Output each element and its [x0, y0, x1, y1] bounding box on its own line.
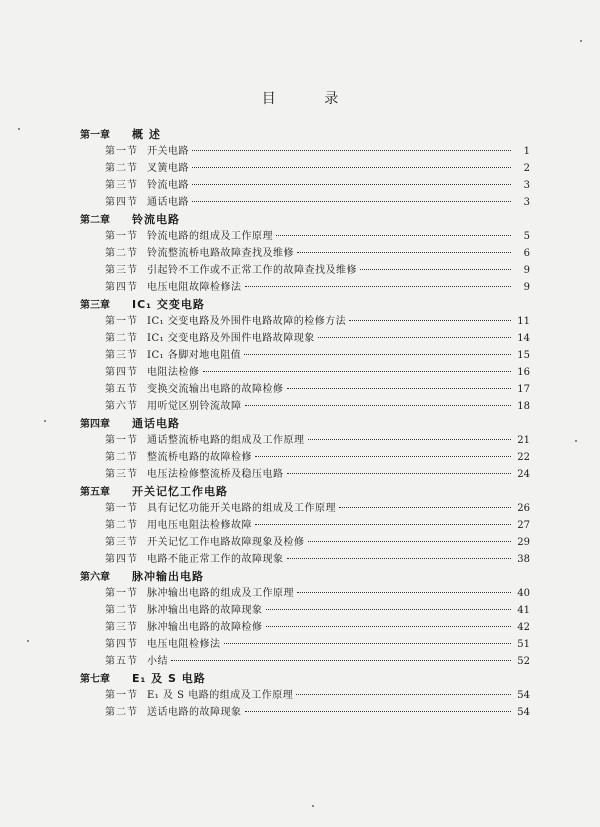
page-number: 9 — [523, 265, 530, 276]
toc-entry — [80, 381, 530, 398]
page-number: 24 — [517, 469, 530, 480]
page-number: 2 — [523, 163, 530, 174]
section-title: 小结 — [147, 656, 168, 667]
scan-speck — [580, 40, 582, 42]
chapter-number: 第二章 — [80, 215, 110, 226]
scan-speck — [575, 440, 577, 442]
section-number: 第一节 — [105, 316, 138, 327]
page-number: 42 — [517, 622, 530, 633]
chapter-title: 开关记忆工作电路 — [132, 485, 228, 498]
toc-entry — [80, 279, 530, 296]
dot-leader — [171, 660, 511, 661]
section-number: 第一节 — [105, 231, 138, 242]
dot-leader — [245, 711, 512, 712]
section-number: 第一节 — [105, 588, 138, 599]
page-number: 22 — [517, 452, 530, 463]
section-number: 第三节 — [105, 180, 138, 191]
page-number: 16 — [517, 367, 530, 378]
dot-leader — [266, 609, 512, 610]
section-title: IC₁ 各脚对地电阻值 — [147, 350, 242, 361]
toc-entry — [80, 194, 530, 211]
section-title: 铃流电路的组成及工作原理 — [147, 231, 273, 242]
dot-leader — [287, 558, 512, 559]
section-number: 第三节 — [105, 469, 138, 480]
chapter-number: 第七章 — [80, 674, 110, 685]
dot-leader — [192, 150, 511, 151]
page-number: 21 — [517, 435, 530, 446]
dot-leader — [266, 626, 512, 627]
chapter-number: 第四章 — [80, 419, 110, 430]
dot-leader — [287, 388, 512, 389]
toc-entry — [80, 602, 530, 619]
toc-entry — [80, 534, 530, 551]
section-number: 第三节 — [105, 265, 138, 276]
section-number: 第四节 — [105, 282, 138, 293]
dot-leader — [245, 405, 512, 406]
page-number: 9 — [523, 282, 530, 293]
toc-entry — [80, 449, 530, 466]
dot-leader — [255, 456, 511, 457]
chapter-number: 第三章 — [80, 300, 110, 311]
chapter-heading — [80, 483, 530, 500]
dot-leader — [192, 184, 511, 185]
toc-entry — [80, 619, 530, 636]
chapter-heading — [80, 415, 530, 432]
section-title: 脉冲输出电路的故障现象 — [147, 605, 263, 616]
section-number: 第二节 — [105, 605, 138, 616]
section-number: 第二节 — [105, 248, 138, 259]
section-title: 铃流整流桥电路故障查找及维修 — [147, 248, 294, 259]
section-title: 具有记忆功能开关电路的组成及工作原理 — [147, 503, 336, 514]
chapter-heading — [80, 211, 530, 228]
section-number: 第二节 — [105, 163, 138, 174]
dot-leader — [255, 524, 511, 525]
page-number: 54 — [517, 707, 530, 718]
section-number: 第二节 — [105, 707, 138, 718]
section-title: 通话整流桥电路的组成及工作原理 — [147, 435, 305, 446]
section-title: 电路不能正常工作的故障现象 — [147, 554, 284, 565]
dot-leader — [224, 643, 512, 644]
section-title: IC₁ 交变电路及外围件电路故障现象 — [147, 333, 315, 344]
section-number: 第四节 — [105, 639, 138, 650]
page-number: 29 — [517, 537, 530, 548]
chapter-number: 第五章 — [80, 487, 110, 498]
section-number: 第五节 — [105, 656, 138, 667]
chapter-title: 通话电路 — [132, 417, 180, 430]
toc-title: 目 录 — [261, 91, 361, 107]
toc-entry — [80, 687, 530, 704]
page-number: 41 — [517, 605, 530, 616]
section-title: 用听觉区别铃流故障 — [147, 401, 242, 412]
toc-entry — [80, 466, 530, 483]
dot-leader — [287, 473, 512, 474]
section-title: IC₁ 交变电路及外围件电路故障的检修方法 — [147, 316, 347, 327]
dot-leader — [308, 439, 512, 440]
page-number: 1 — [523, 146, 530, 157]
section-number: 第六节 — [105, 401, 138, 412]
page-number: 3 — [523, 197, 530, 208]
dot-leader — [318, 337, 511, 338]
chapter-title: 脉冲输出电路 — [132, 570, 204, 583]
dot-leader — [308, 541, 512, 542]
chapter-title: 铃流电路 — [132, 213, 180, 226]
chapter-heading — [80, 126, 530, 143]
toc-entry — [80, 517, 530, 534]
page-number: 52 — [517, 656, 530, 667]
section-title: 送话电路的故障现象 — [147, 707, 242, 718]
section-title: 脉冲输出电路的组成及工作原理 — [147, 588, 294, 599]
section-title: 通话电路 — [147, 197, 189, 208]
section-title: 电压电阻故障检修法 — [147, 282, 242, 293]
page-number: 6 — [523, 248, 530, 259]
page-number: 40 — [517, 588, 530, 599]
section-number: 第一节 — [105, 503, 138, 514]
scan-speck — [312, 805, 314, 807]
toc-entry — [80, 398, 530, 415]
page-number: 14 — [517, 333, 530, 344]
page-number: 3 — [523, 180, 530, 191]
section-number: 第四节 — [105, 554, 138, 565]
scan-speck — [18, 128, 20, 130]
page-number: 27 — [517, 520, 530, 531]
page-number: 15 — [517, 350, 530, 361]
section-number: 第三节 — [105, 537, 138, 548]
section-number: 第三节 — [105, 350, 138, 361]
table-of-contents — [80, 126, 530, 721]
toc-entry — [80, 160, 530, 177]
toc-entry — [80, 432, 530, 449]
page-number: 51 — [517, 639, 530, 650]
toc-entry — [80, 500, 530, 517]
section-title: 叉簧电路 — [147, 163, 189, 174]
section-title: 开关电路 — [147, 146, 189, 157]
page-number: 11 — [517, 316, 530, 327]
page-number: 17 — [517, 384, 530, 395]
toc-entry — [80, 262, 530, 279]
section-title: 开关记忆工作电路故障现象及检修 — [147, 537, 305, 548]
toc-entry — [80, 636, 530, 653]
scan-speck — [27, 640, 29, 642]
page-number: 18 — [517, 401, 530, 412]
dot-leader — [297, 592, 511, 593]
page-number: 38 — [517, 554, 530, 565]
chapter-heading — [80, 296, 530, 313]
section-title: 电阻法检修 — [147, 367, 200, 378]
toc-entry — [80, 228, 530, 245]
section-number: 第二节 — [105, 520, 138, 531]
section-number: 第二节 — [105, 452, 138, 463]
section-title: E₁ 及 S 电路的组成及工作原理 — [147, 690, 294, 701]
section-title: 铃流电路 — [147, 180, 189, 191]
section-number: 第一节 — [105, 435, 138, 446]
section-title: 脉冲输出电路的故障检修 — [147, 622, 263, 633]
dot-leader — [245, 286, 512, 287]
dot-leader — [339, 507, 511, 508]
dot-leader — [296, 694, 511, 695]
dot-leader — [297, 252, 511, 253]
toc-entry — [80, 143, 530, 160]
dot-leader — [203, 371, 512, 372]
section-number: 第二节 — [105, 333, 138, 344]
section-number: 第四节 — [105, 367, 138, 378]
chapter-heading — [80, 670, 530, 687]
chapter-heading — [80, 568, 530, 585]
toc-entry — [80, 330, 530, 347]
section-number: 第三节 — [105, 622, 138, 633]
dot-leader — [192, 167, 511, 168]
chapter-title: E₁ 及 S 电路 — [132, 672, 206, 685]
section-title: 用电压电阻法检修故障 — [147, 520, 252, 531]
dot-leader — [360, 269, 511, 270]
section-title: 电压法检修整流桥及稳压电路 — [147, 469, 284, 480]
chapter-number: 第六章 — [80, 572, 110, 583]
toc-entry — [80, 177, 530, 194]
section-number: 第一节 — [105, 690, 138, 701]
page-number: 26 — [517, 503, 530, 514]
toc-entry — [80, 364, 530, 381]
toc-entry — [80, 585, 530, 602]
section-number: 第五节 — [105, 384, 138, 395]
dot-leader — [244, 354, 511, 355]
chapter-number: 第一章 — [80, 130, 110, 141]
section-title: 电压电阻检修法 — [147, 639, 221, 650]
chapter-title: 概 述 — [132, 128, 161, 141]
toc-entry — [80, 704, 530, 721]
toc-entry — [80, 653, 530, 670]
section-number: 第一节 — [105, 146, 138, 157]
section-title: 变换交流输出电路的故障检修 — [147, 384, 284, 395]
toc-entry — [80, 347, 530, 364]
dot-leader — [349, 320, 511, 321]
toc-entry — [80, 245, 530, 262]
dot-leader — [192, 201, 511, 202]
toc-entry — [80, 551, 530, 568]
toc-entry — [80, 313, 530, 330]
page-number: 5 — [523, 231, 530, 242]
chapter-title: IC₁ 交变电路 — [132, 298, 205, 311]
section-number: 第四节 — [105, 197, 138, 208]
section-title: 整流桥电路的故障检修 — [147, 452, 252, 463]
scan-speck — [44, 420, 46, 422]
section-title: 引起铃不工作或不正常工作的故障查找及维修 — [147, 265, 357, 276]
page-number: 54 — [517, 690, 530, 701]
dot-leader — [276, 235, 511, 236]
